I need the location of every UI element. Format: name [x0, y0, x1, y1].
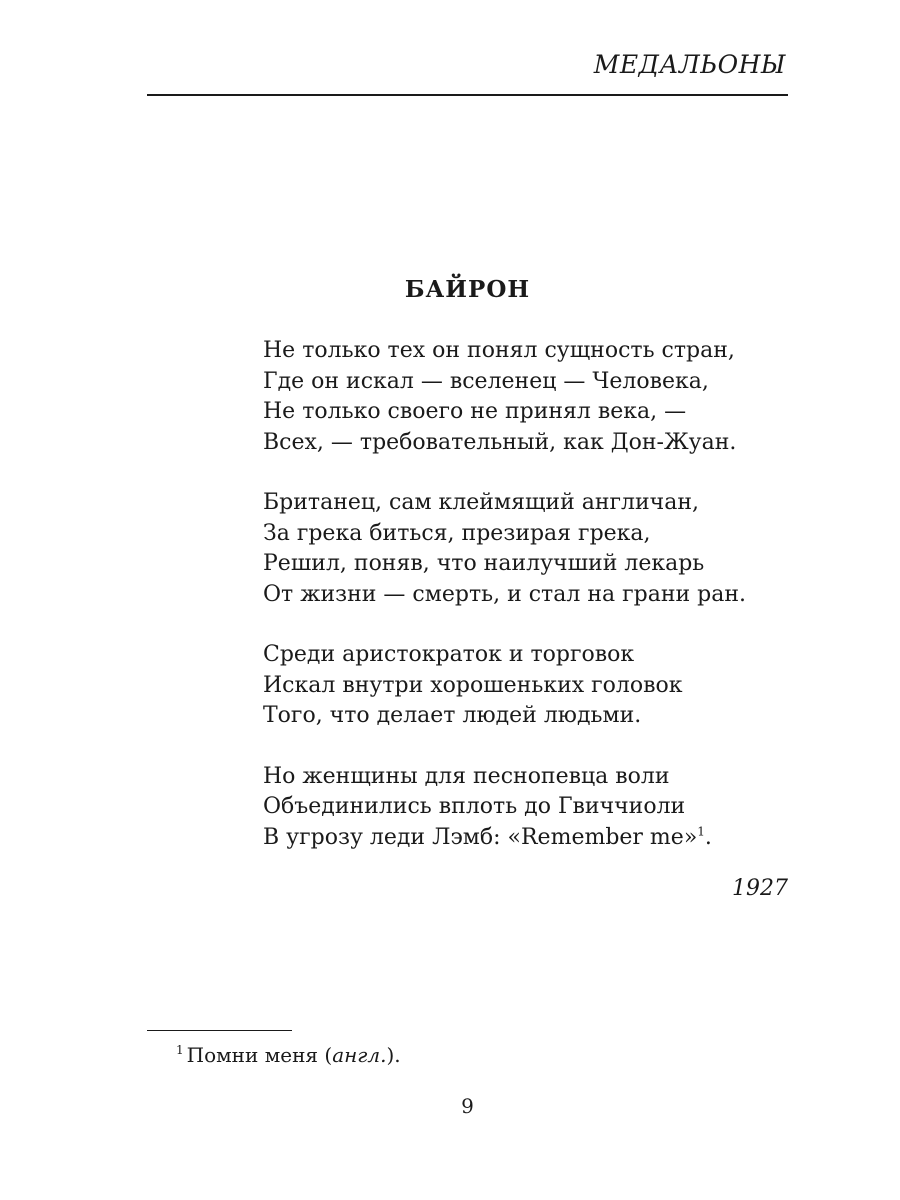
poem-body [263, 336, 746, 883]
footnote-text-italic: англ. [332, 1043, 387, 1067]
poem-line: Не только тех он понял сущность стран, [263, 338, 735, 363]
footnote-text-before: Помни меня ( [186, 1043, 333, 1067]
footnote-reference-mark[interactable]: 1 [697, 824, 705, 839]
poem-line: Не только своего не принял века, — [263, 399, 687, 424]
stanza-4 [263, 762, 746, 854]
poem-title: БАЙРОН [404, 276, 531, 303]
footnote-text-after: ). [386, 1043, 401, 1067]
poem-line: Но женщины для песнопевца воли [263, 763, 670, 789]
stanza-1 [263, 336, 746, 458]
running-head-title: МЕДАЛЬОНЫ [593, 50, 786, 79]
footnote-number: 1 [176, 1043, 184, 1058]
footnote-rule [147, 1030, 292, 1031]
poem-line: Искал внутри хорошеньких головок [263, 672, 683, 698]
poem-line-end-punct: . [704, 824, 712, 850]
poem-line-text: В угрозу леди Лэмб: «Remember me» [263, 824, 698, 850]
footnote [176, 1043, 401, 1067]
poem-line: Всех, — требовательный, как Дон-Жуан. [263, 429, 737, 455]
poem-line: Среди аристократок и торговок [263, 642, 635, 667]
poem-last-line [263, 823, 746, 854]
header-rule [147, 94, 788, 96]
page-number: 9 [461, 1094, 474, 1118]
poem-line: От жизни — смерть, и стал на грани ран. [263, 581, 746, 607]
poem-line: Объединились вплоть до Гвиччиоли [263, 794, 686, 819]
poem-line: Британец, сам клеймящий англичан, [263, 490, 699, 515]
poem-line: Того, что делает людей людьми. [263, 703, 642, 728]
poem-line: Где он искал — вселенец — Человека, [263, 368, 709, 394]
stanza-2 [263, 488, 746, 610]
poem-line: Решил, поняв, что наилучший лекарь [263, 551, 705, 576]
stanza-3 [263, 640, 746, 732]
poem-year: 1927 [732, 876, 788, 901]
poem-line: За грека биться, презирая грека, [263, 520, 651, 546]
